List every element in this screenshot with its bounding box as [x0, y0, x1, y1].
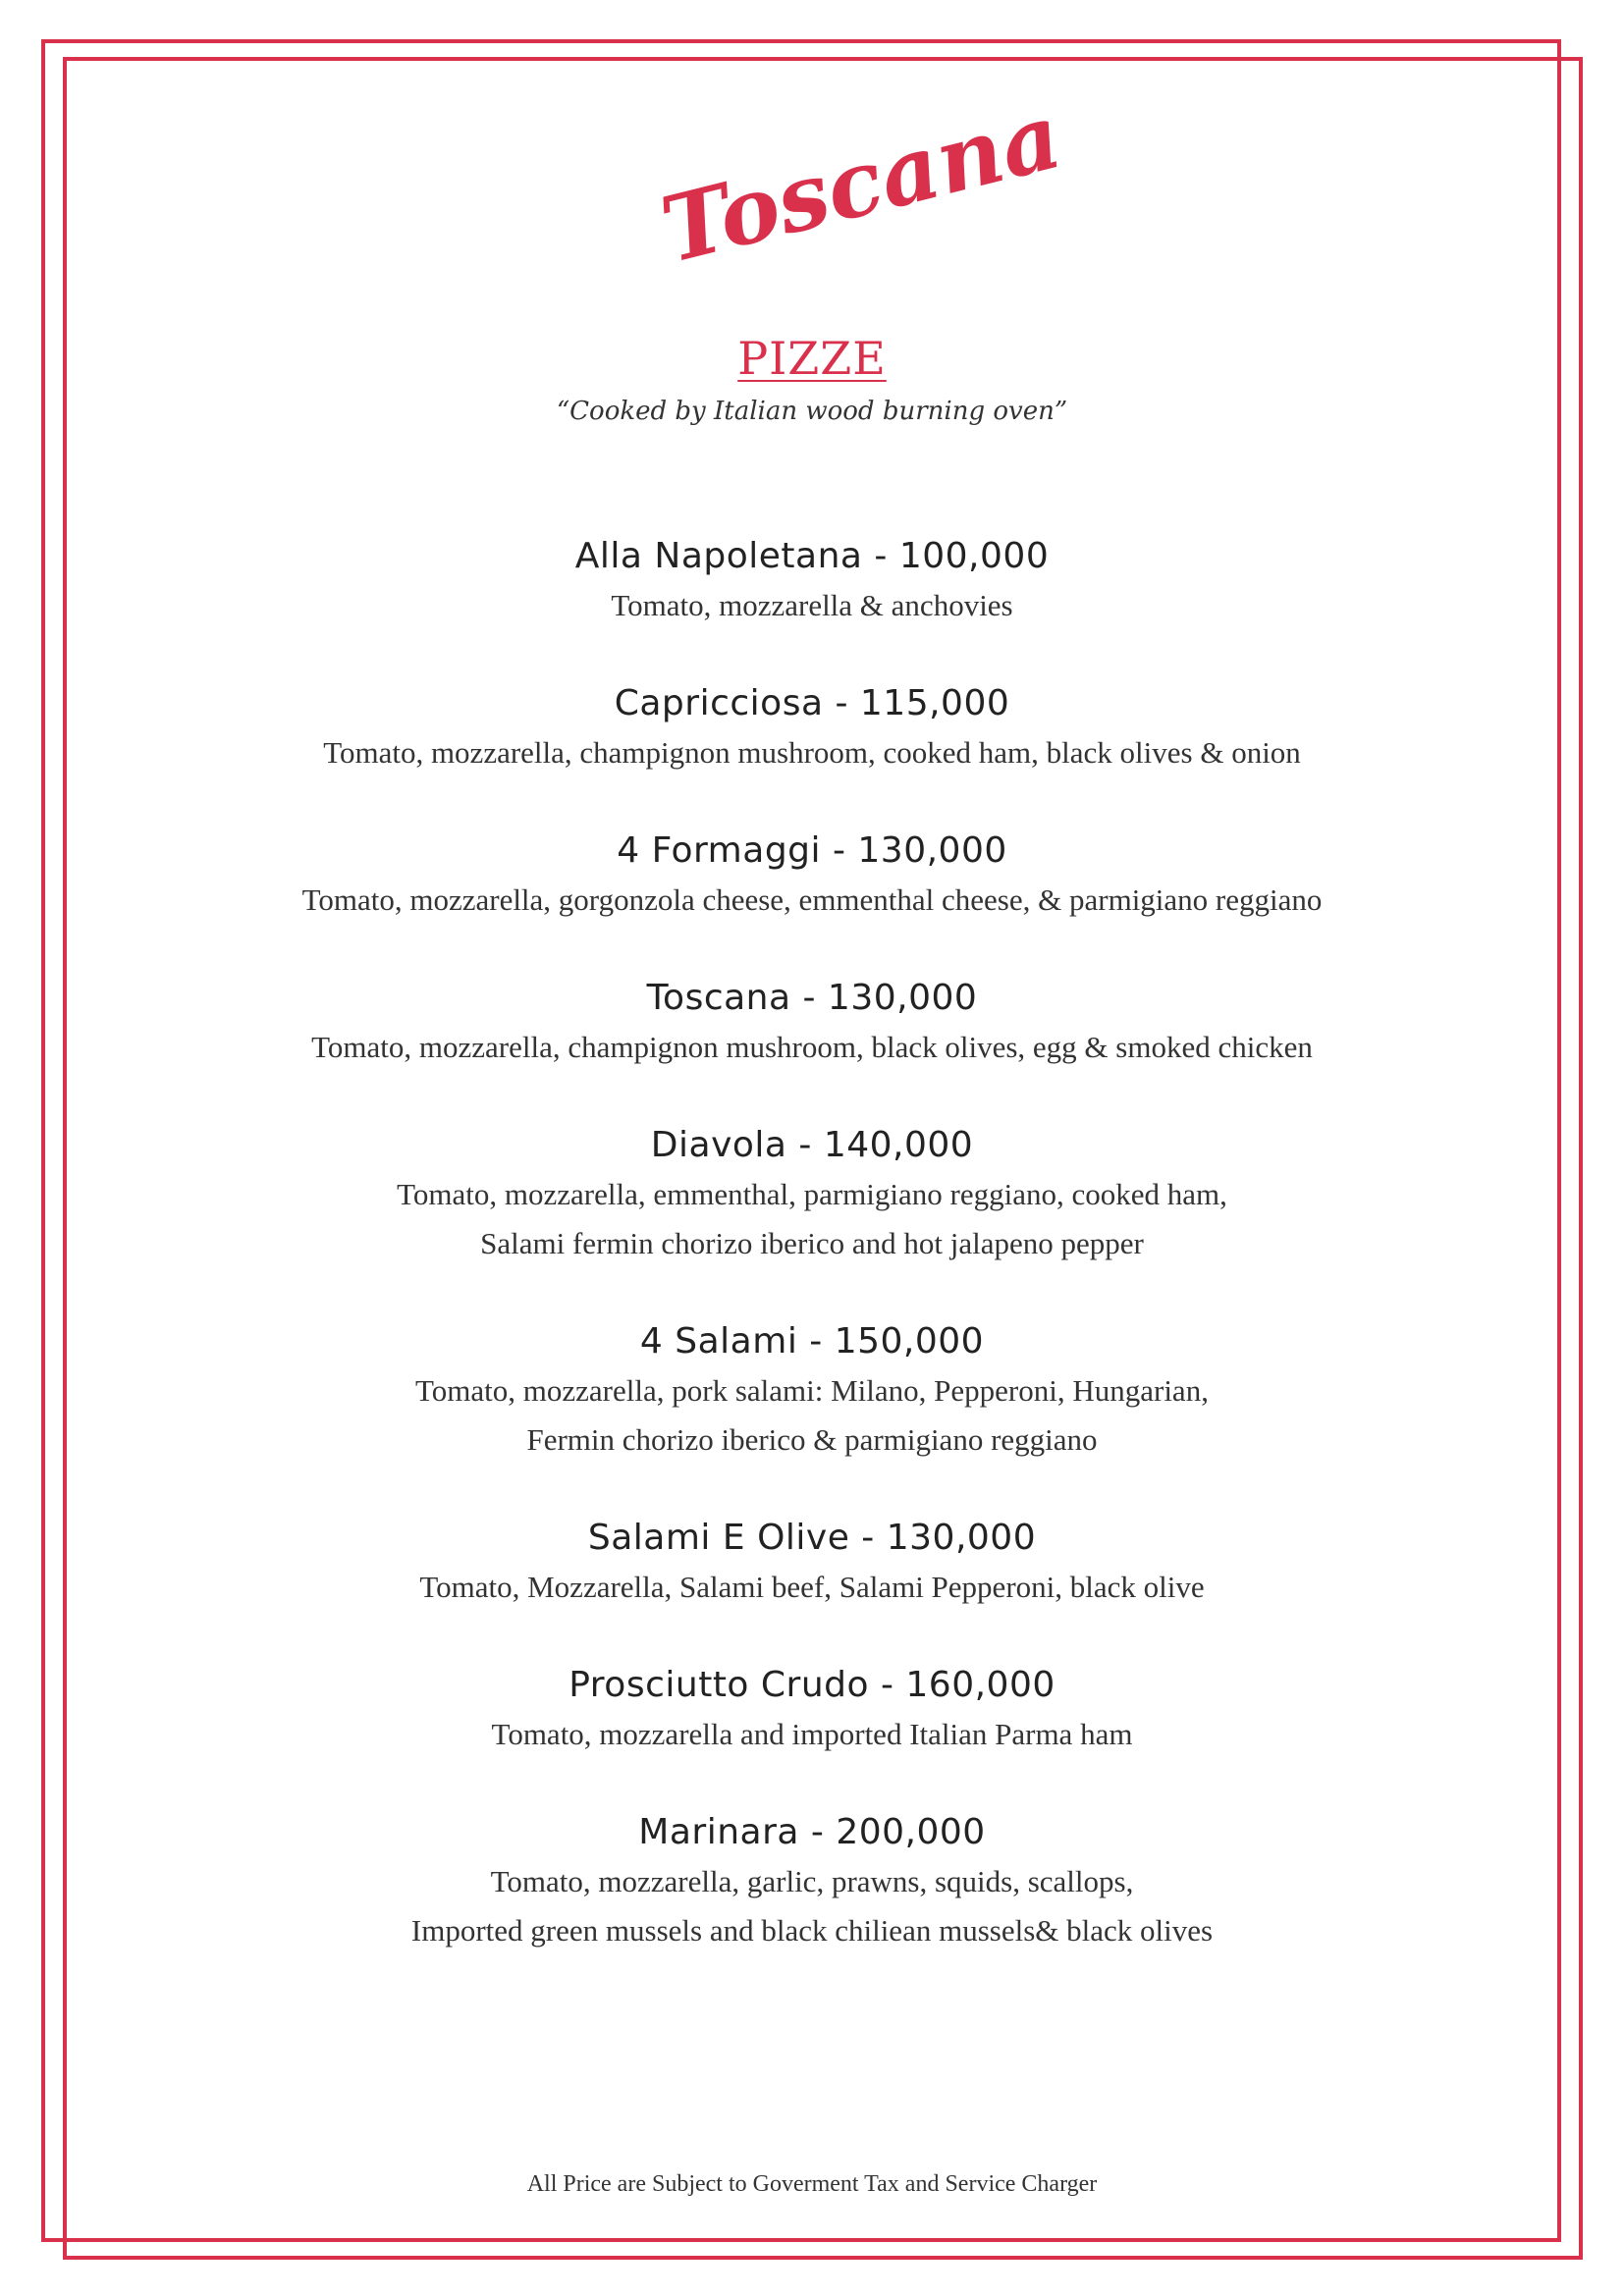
logo-wordmark: Toscana	[651, 82, 1071, 284]
menu-item-description: Tomato, mozzarella, champignon mushroom, cooked ham, black olives & onion	[323, 735, 1301, 770]
menu-item-title: 4 Formaggi - 130,000	[617, 830, 1007, 871]
menu-item	[0, 679, 1624, 827]
menu-item	[0, 1121, 1624, 1317]
menu-item-description: Fermin chorizo iberico & parmigiano reggiano	[526, 1422, 1098, 1457]
price-disclaimer: All Price are Subject to Goverment Tax and Service Charger	[526, 2171, 1098, 2197]
menu-item-description: Imported green mussels and black chiliean mussels& black olives	[410, 1913, 1214, 1948]
menu-item-title: Salami E Olive - 130,000	[587, 1518, 1037, 1558]
menu-item-description: Tomato, Mozzarella, Salami beef, Salami Pepperoni, black olive	[419, 1570, 1205, 1604]
section-subtitle: “Cooked by Italian wood burning oven”	[556, 397, 1068, 426]
menu-item	[0, 827, 1624, 974]
menu-item-title: 4 Salami - 150,000	[639, 1321, 985, 1362]
menu-item	[0, 1661, 1624, 1808]
menu-item-title: Alla Napoletana - 100,000	[574, 536, 1050, 576]
section-title: PIZZE	[737, 332, 887, 385]
menu-item-title: Marinara - 200,000	[638, 1812, 986, 1852]
menu-item	[0, 1514, 1624, 1661]
menu-item-description: Tomato, mozzarella and imported Italian Parma ham	[491, 1717, 1133, 1751]
toscana-logo	[628, 82, 1071, 284]
menu-item-description: Tomato, mozzarella & anchovies	[611, 588, 1013, 622]
menu-item	[0, 974, 1624, 1121]
menu-item	[0, 1317, 1624, 1514]
menu-item-description: Tomato, mozzarella, garlic, prawns, squids, scallops,	[490, 1864, 1134, 1898]
menu-item-description: Tomato, mozzarella, pork salami: Milano, Pepperoni, Hungarian,	[415, 1373, 1209, 1408]
menu-item-title: Prosciutto Crudo - 160,000	[568, 1665, 1056, 1705]
menu-item-title: Capricciosa - 115,000	[614, 683, 1010, 723]
menu-item-description: Tomato, mozzarella, gorgonzola cheese, emmenthal cheese, & parmigiano reggiano	[301, 882, 1323, 917]
menu-item-description: Salami fermin chorizo iberico and hot jalapeno pepper	[480, 1226, 1144, 1260]
menu-item-description: Tomato, mozzarella, champignon mushroom, black olives, egg & smoked chicken	[311, 1030, 1313, 1064]
menu-item	[0, 532, 1624, 679]
menu-item	[0, 1808, 1624, 2004]
menu-item-title: Toscana - 130,000	[646, 978, 978, 1018]
menu-item-description: Tomato, mozzarella, emmenthal, parmigiano reggiano, cooked ham,	[397, 1177, 1227, 1211]
pizza-menu-list	[0, 532, 1624, 2004]
menu-item-title: Diavola - 140,000	[650, 1125, 974, 1165]
